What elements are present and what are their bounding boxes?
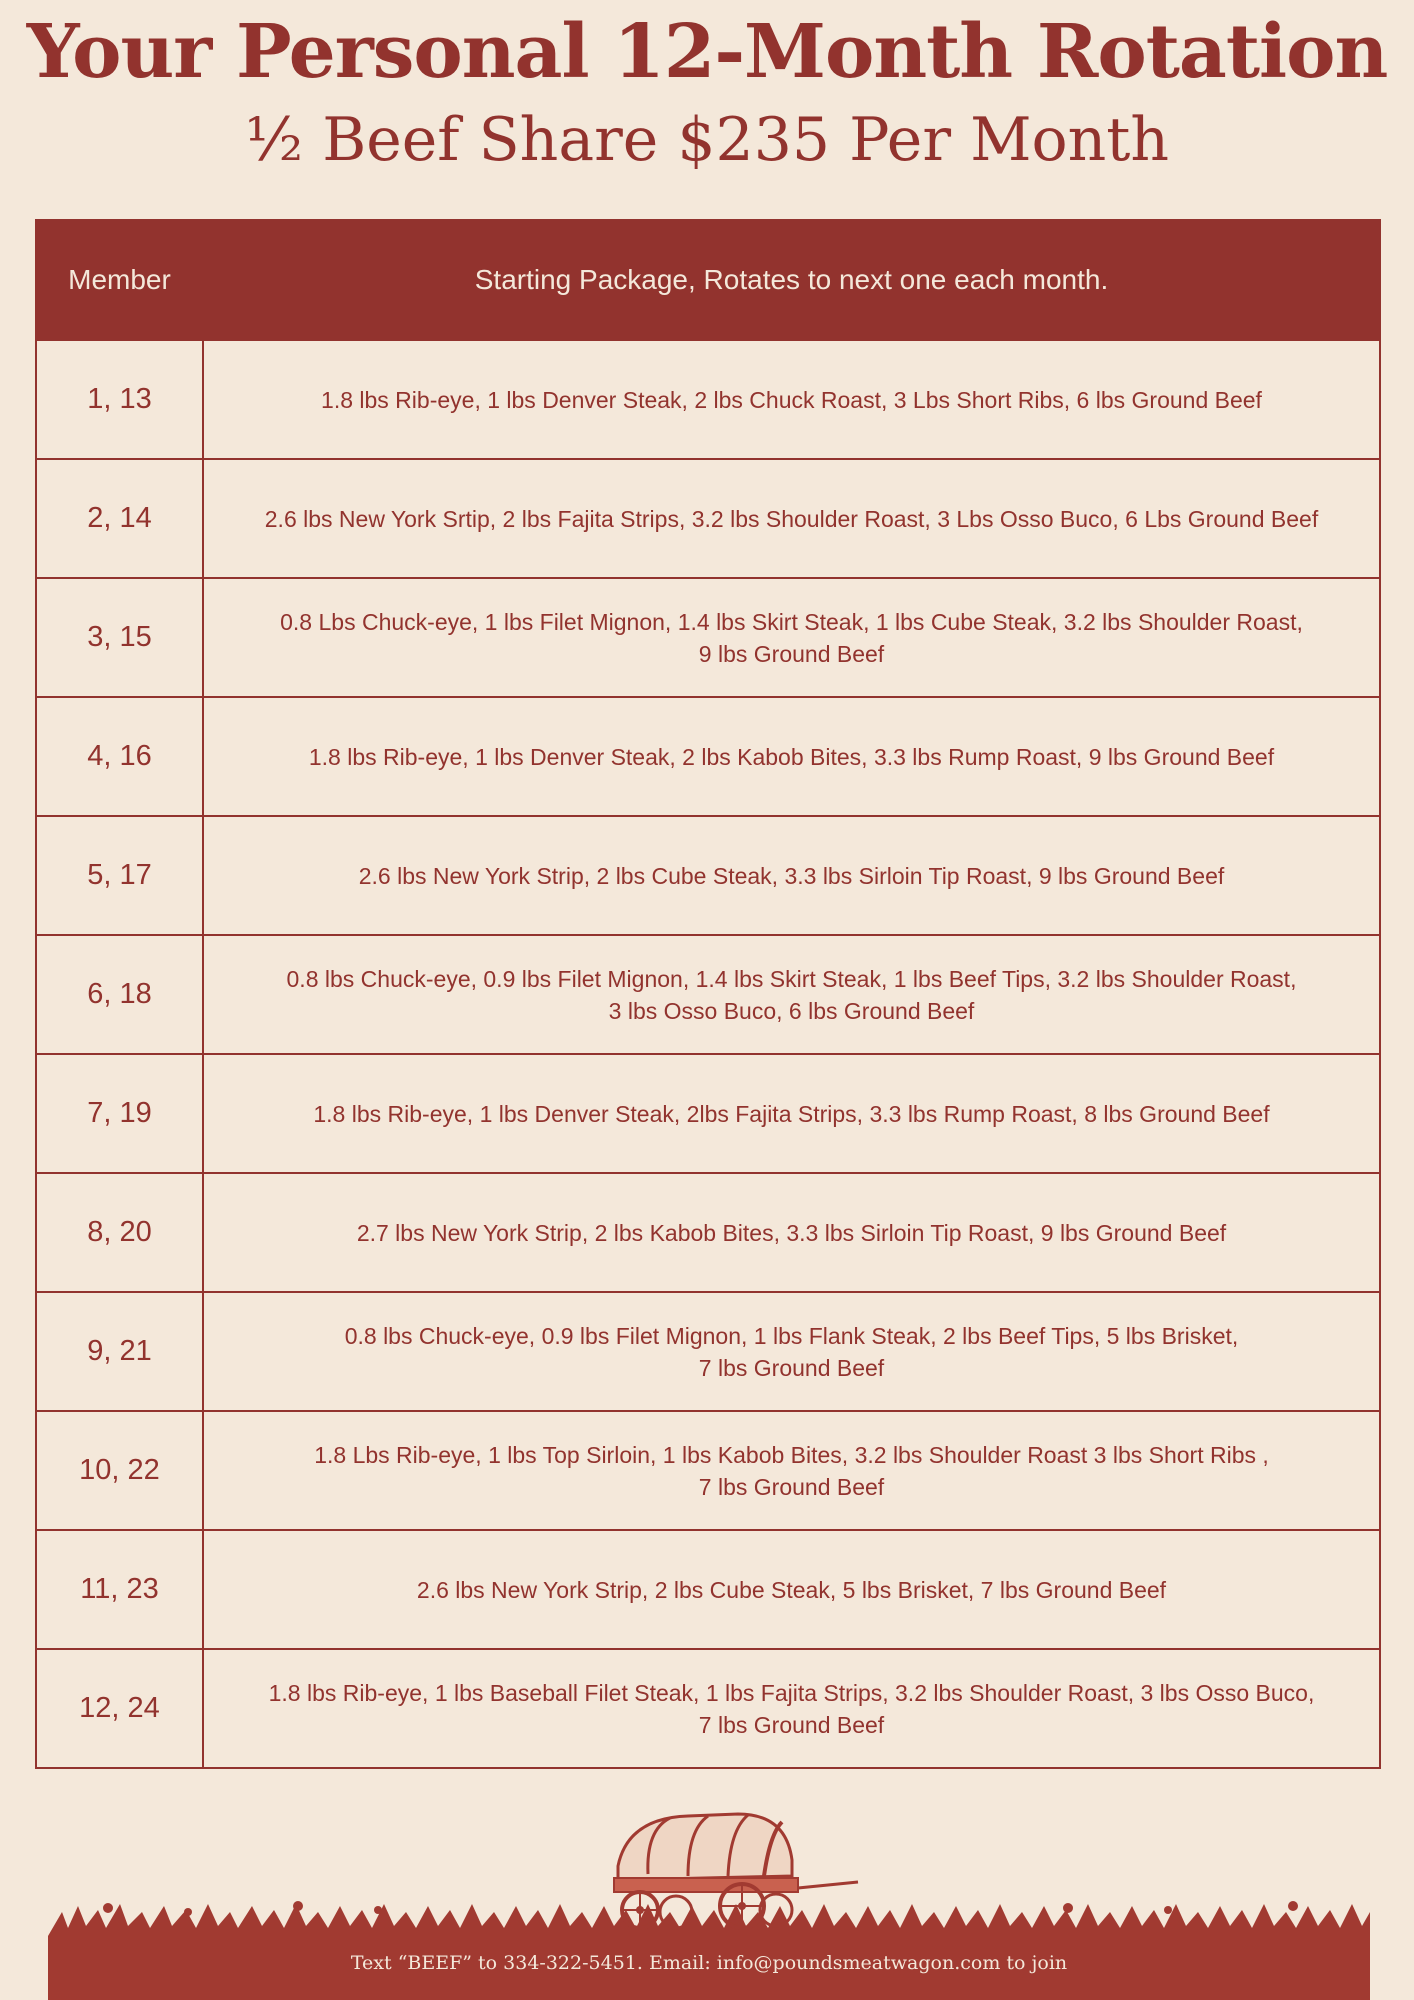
footer-contact-text: Text “BEEF” to 334-322-5451. Email: info@poundsmeatwagon.com to join [350, 1952, 1068, 1974]
package-line: 0.8 Lbs Chuck-eye, 1 lbs Filet Mignon, 1.4 lbs Skirt Steak, 1 lbs Cube Steak, 3.2 lbs Shoulder Roast, [280, 608, 1303, 635]
package-line: 2.6 lbs New York Strip, 2 lbs Cube Steak, 5 lbs Brisket, 7 lbs Ground Beef [416, 1576, 1167, 1603]
member-cell: 7, 19 [36, 1054, 203, 1173]
package-cell [203, 816, 1380, 935]
table-row [36, 459, 1380, 578]
package-line: 9 lbs Ground Beef [698, 640, 885, 667]
header-member: Member [36, 220, 203, 340]
table-row [36, 578, 1380, 697]
package-line: 1.8 Lbs Rib-eye, 1 lbs Top Sirloin, 1 lbs Kabob Bites, 3.2 lbs Shoulder Roast 3 lbs Short Ribs , [314, 1441, 1269, 1468]
package-line: 3 lbs Osso Buco, 6 lbs Ground Beef [608, 997, 975, 1024]
header-starting-package: Starting Package, Rotates to next one each month. [203, 220, 1380, 340]
package-line: 1.8 lbs Rib-eye, 1 lbs Baseball Filet Steak, 1 lbs Fajita Strips, 3.2 lbs Shoulder Roast, 3 lbs Osso Buco, [268, 1679, 1315, 1706]
package-line: 0.8 lbs Chuck-eye, 0.9 lbs Filet Mignon, 1 lbs Flank Steak, 2 lbs Beef Tips, 5 lbs Brisket, [344, 1322, 1239, 1349]
member-cell: 1, 13 [36, 340, 203, 459]
member-cell: 6, 18 [36, 935, 203, 1054]
page-subtitle: ½ Beef Share $235 Per Month [244, 105, 1170, 175]
rotation-table-body [36, 340, 1380, 1768]
package-line: 2.6 lbs New York Srtip, 2 lbs Fajita Strips, 3.2 lbs Shoulder Roast, 3 Lbs Osso Buco, 6 Lbs Ground Beef [264, 505, 1319, 532]
package-cell [203, 697, 1380, 816]
table-row [36, 1530, 1380, 1649]
member-cell: 3, 15 [36, 578, 203, 697]
member-cell: 4, 16 [36, 697, 203, 816]
package-cell [203, 1530, 1380, 1649]
package-line: 2.6 lbs New York Strip, 2 lbs Cube Steak, 3.3 lbs Sirloin Tip Roast, 9 lbs Ground Beef [358, 862, 1225, 889]
package-line: 7 lbs Ground Beef [698, 1473, 885, 1500]
package-cell [203, 1292, 1380, 1411]
member-cell: 2, 14 [36, 459, 203, 578]
member-cell: 10, 22 [36, 1411, 203, 1530]
package-line: 1.8 lbs Rib-eye, 1 lbs Denver Steak, 2 lbs Kabob Bites, 3.3 lbs Rump Roast, 9 lbs Ground Beef [308, 743, 1275, 770]
table-row [36, 1054, 1380, 1173]
page-title: Your Personal 12-Month Rotation [26, 9, 1388, 95]
package-cell [203, 1054, 1380, 1173]
rotation-table [35, 219, 1381, 1769]
table-row [36, 935, 1380, 1054]
package-cell [203, 340, 1380, 459]
package-cell [203, 1411, 1380, 1530]
table-row [36, 1292, 1380, 1411]
wagon-grass-illustration [48, 1800, 1370, 1940]
package-cell [203, 1173, 1380, 1292]
package-line: 7 lbs Ground Beef [698, 1711, 885, 1738]
package-cell [203, 1649, 1380, 1768]
package-line: 0.8 lbs Chuck-eye, 0.9 lbs Filet Mignon, 1.4 lbs Skirt Steak, 1 lbs Beef Tips, 3.2 lbs Shoulder Roast, [286, 965, 1297, 992]
package-cell [203, 935, 1380, 1054]
member-cell: 9, 21 [36, 1292, 203, 1411]
table-row [36, 816, 1380, 935]
package-cell [203, 459, 1380, 578]
member-cell: 12, 24 [36, 1649, 203, 1768]
package-line: 2.7 lbs New York Strip, 2 lbs Kabob Bites, 3.3 lbs Sirloin Tip Roast, 9 lbs Ground Beef [356, 1219, 1227, 1246]
table-row [36, 1649, 1380, 1768]
table-row [36, 697, 1380, 816]
member-cell: 8, 20 [36, 1173, 203, 1292]
table-row [36, 340, 1380, 459]
table-row [36, 1411, 1380, 1530]
footer-contact-bar [48, 1936, 1370, 2000]
table-header-row [36, 220, 1380, 340]
member-cell: 5, 17 [36, 816, 203, 935]
member-cell: 11, 23 [36, 1530, 203, 1649]
package-line: 1.8 lbs Rib-eye, 1 lbs Denver Steak, 2 lbs Chuck Roast, 3 Lbs Short Ribs, 6 lbs Ground Beef [321, 386, 1262, 413]
package-line: 7 lbs Ground Beef [698, 1354, 885, 1381]
package-line: 1.8 lbs Rib-eye, 1 lbs Denver Steak, 2lbs Fajita Strips, 3.3 lbs Rump Roast, 8 lbs Ground Beef [313, 1100, 1270, 1127]
table-row [36, 1173, 1380, 1292]
package-cell [203, 578, 1380, 697]
